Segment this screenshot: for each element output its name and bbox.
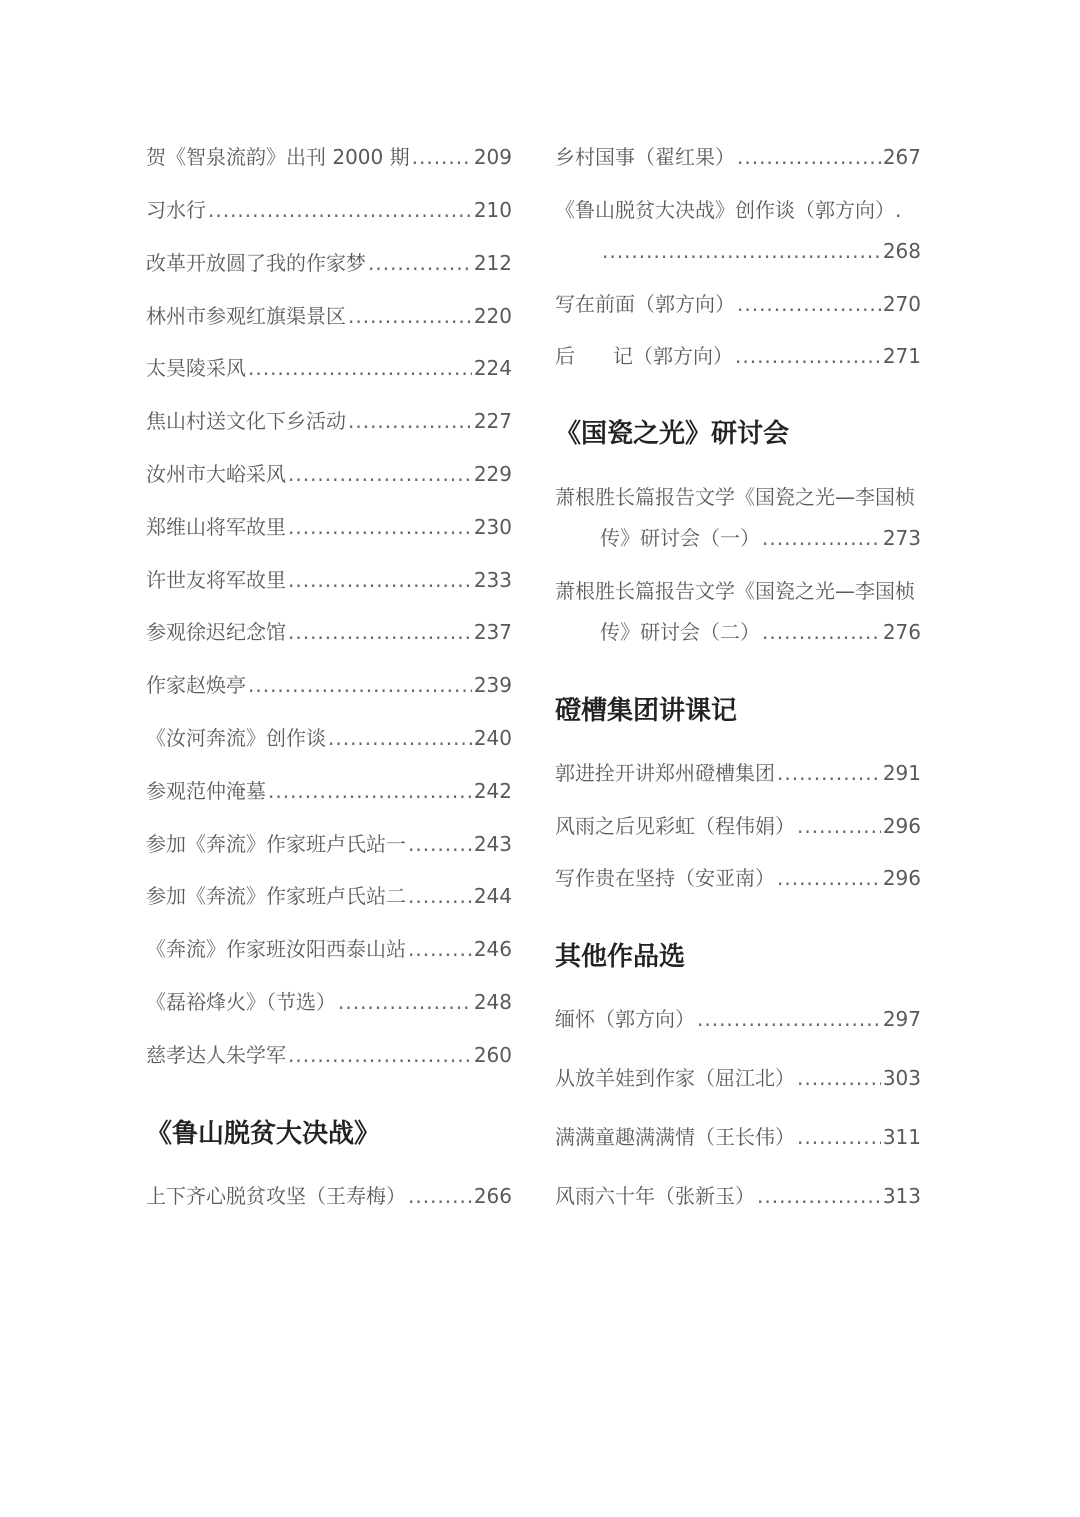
toc-entry[interactable] bbox=[555, 1062, 921, 1094]
toc-entry-title bbox=[555, 340, 733, 372]
section-heading-dengcao: 磴槽集团讲课记 bbox=[555, 696, 738, 726]
toc-entry-page: 276 bbox=[882, 620, 921, 644]
dot-leader bbox=[288, 1039, 472, 1071]
dot-leader bbox=[328, 722, 472, 754]
toc-entry-title: 参观范仲淹墓 bbox=[146, 779, 266, 803]
toc-entry-page: 233 bbox=[473, 568, 512, 592]
toc-entry-title: 习水行 bbox=[146, 198, 206, 222]
toc-entry-title[interactable]: 萧根胜长篇报告文学《国瓷之光—李国桢 bbox=[555, 485, 915, 509]
toc-entry-title: 参加《奔流》作家班卢氏站二 bbox=[146, 884, 406, 908]
toc-entry-title: 传》研讨会（二） bbox=[600, 620, 760, 644]
toc-entry-title: 乡村国事（翟红果） bbox=[555, 145, 735, 169]
toc-entry[interactable] bbox=[146, 564, 512, 596]
dot-leader bbox=[762, 616, 881, 648]
toc-entry-page: 273 bbox=[882, 526, 921, 550]
dot-leader bbox=[762, 522, 881, 554]
toc-entry-title: 风雨六十年（张新玉） bbox=[555, 1184, 755, 1208]
toc-entry-title[interactable]: 《鲁山脱贫大决战》创作谈（郭方向）. bbox=[555, 198, 902, 222]
toc-entry-page: 230 bbox=[473, 515, 512, 539]
toc-entry-page: 266 bbox=[473, 1184, 512, 1208]
dot-leader bbox=[408, 828, 472, 860]
toc-entry[interactable] bbox=[555, 1121, 921, 1153]
toc-entry-title: 郑维山将军故里 bbox=[146, 515, 286, 539]
dot-leader bbox=[697, 1003, 881, 1035]
toc-entry-page: 303 bbox=[882, 1066, 921, 1090]
toc-entry[interactable] bbox=[146, 1180, 512, 1212]
toc-entry-title: 许世友将军故里 bbox=[146, 568, 286, 592]
section-heading-lushan: 《鲁山脱贫大决战》 bbox=[146, 1119, 381, 1149]
toc-entry[interactable] bbox=[555, 810, 921, 842]
toc-entry-continuation[interactable] bbox=[600, 522, 921, 554]
dot-leader bbox=[737, 288, 881, 320]
toc-entry-page: 311 bbox=[882, 1125, 921, 1149]
toc-entry-title: 慈孝达人朱学军 bbox=[146, 1043, 286, 1067]
toc-entry-page: 270 bbox=[882, 292, 921, 316]
toc-entry-page: 246 bbox=[473, 937, 512, 961]
toc-entry-page: 248 bbox=[473, 990, 512, 1014]
toc-entry-title: 从放羊娃到作家（屈江北） bbox=[555, 1066, 795, 1090]
toc-entry-title: 传》研讨会（一） bbox=[600, 526, 760, 550]
toc-entry[interactable] bbox=[555, 340, 921, 372]
dot-leader bbox=[602, 235, 881, 267]
dot-leader bbox=[408, 1180, 472, 1212]
toc-entry-title: 写作贵在坚持（安亚南） bbox=[555, 866, 775, 890]
toc-entry-page: 291 bbox=[882, 761, 921, 785]
toc-entry-title: 汝州市大峪采风 bbox=[146, 462, 286, 486]
toc-entry-page: 260 bbox=[473, 1043, 512, 1067]
dot-leader bbox=[368, 247, 472, 279]
toc-entry-page: 229 bbox=[473, 462, 512, 486]
toc-entry[interactable] bbox=[146, 828, 512, 860]
toc-entry-title: 满满童趣满满情（王长伟） bbox=[555, 1125, 795, 1149]
dot-leader bbox=[735, 340, 881, 372]
toc-entry-continuation[interactable] bbox=[600, 235, 921, 267]
dot-leader bbox=[288, 616, 472, 648]
toc-entry-title: 焦山村送文化下乡活动 bbox=[146, 409, 346, 433]
toc-entry-page: 210 bbox=[473, 198, 512, 222]
dot-leader bbox=[208, 194, 472, 226]
toc-entry-page: 227 bbox=[473, 409, 512, 433]
toc-entry-page: 313 bbox=[882, 1184, 921, 1208]
toc-entry[interactable] bbox=[146, 458, 512, 490]
toc-entry-title: 风雨之后见彩虹（程伟娟） bbox=[555, 814, 795, 838]
toc-entry[interactable] bbox=[146, 194, 512, 226]
toc-entry-page: 237 bbox=[473, 620, 512, 644]
toc-entry[interactable] bbox=[146, 669, 512, 701]
toc-entry-page: 271 bbox=[882, 344, 921, 368]
toc-entry-page: 267 bbox=[882, 145, 921, 169]
toc-entry-title: 写在前面（郭方向） bbox=[555, 292, 735, 316]
toc-entry-continuation[interactable] bbox=[600, 616, 921, 648]
toc-entry-title: 《汝河奔流》创作谈 bbox=[146, 726, 326, 750]
toc-entry-title: 上下齐心脱贫攻坚（王寿梅） bbox=[146, 1184, 406, 1208]
toc-entry-title: 郭进拴开讲郑州磴槽集团 bbox=[555, 761, 775, 785]
toc-entry[interactable] bbox=[146, 352, 512, 384]
toc-entry-title: 作家赵焕亭 bbox=[146, 673, 246, 697]
dot-leader bbox=[408, 880, 472, 912]
toc-entry-page: 243 bbox=[473, 832, 512, 856]
toc-entry-title-part: 记（郭方向） bbox=[613, 344, 733, 368]
toc-entry[interactable] bbox=[555, 862, 921, 894]
dot-leader bbox=[797, 1121, 881, 1153]
toc-entry[interactable] bbox=[555, 1180, 921, 1212]
dot-leader bbox=[408, 933, 472, 965]
dot-leader bbox=[777, 757, 881, 789]
toc-entry-title-part: 后 bbox=[555, 344, 575, 368]
dot-leader bbox=[268, 775, 472, 807]
toc-entry[interactable] bbox=[146, 616, 512, 648]
toc-entry[interactable] bbox=[555, 141, 921, 173]
toc-entry-page: 242 bbox=[473, 779, 512, 803]
toc-entry[interactable] bbox=[555, 757, 921, 789]
toc-entry[interactable] bbox=[555, 288, 921, 320]
toc-entry[interactable] bbox=[146, 511, 512, 543]
toc-entry-title: 《奔流》作家班汝阳西泰山站 bbox=[146, 937, 406, 961]
toc-entry[interactable] bbox=[146, 933, 512, 965]
dot-leader bbox=[797, 810, 881, 842]
toc-entry-page: 297 bbox=[882, 1007, 921, 1031]
toc-entry-page: 239 bbox=[473, 673, 512, 697]
dot-leader bbox=[348, 300, 472, 332]
section-heading-other: 其他作品选 bbox=[555, 942, 686, 972]
toc-entry[interactable] bbox=[146, 247, 512, 279]
toc-entry-title: 改革开放圆了我的作家梦 bbox=[146, 251, 366, 275]
toc-entry-page: 240 bbox=[473, 726, 512, 750]
toc-entry-page: 209 bbox=[473, 145, 512, 169]
toc-entry[interactable] bbox=[146, 300, 512, 332]
dot-leader bbox=[757, 1180, 881, 1212]
dot-leader bbox=[288, 564, 472, 596]
toc-entry-title: 《磊裕烽火》（节选） bbox=[146, 990, 336, 1014]
toc-entry-page: 224 bbox=[473, 356, 512, 380]
dot-leader bbox=[288, 458, 472, 490]
dot-leader bbox=[348, 405, 472, 437]
toc-entry-page: 212 bbox=[473, 251, 512, 275]
dot-leader bbox=[777, 862, 881, 894]
toc-entry-title: 太昊陵采风 bbox=[146, 356, 246, 380]
dot-leader bbox=[338, 986, 472, 1018]
toc-entry-page: 296 bbox=[882, 866, 921, 890]
toc-entry[interactable] bbox=[146, 1039, 512, 1071]
toc-entry-page: 268 bbox=[882, 239, 921, 263]
dot-leader bbox=[248, 669, 472, 701]
dot-leader bbox=[412, 141, 472, 173]
toc-entry[interactable] bbox=[146, 141, 512, 173]
toc-entry-title: 缅怀（郭方向） bbox=[555, 1007, 695, 1031]
toc-entry[interactable] bbox=[146, 880, 512, 912]
toc-entry[interactable] bbox=[146, 775, 512, 807]
toc-entry[interactable] bbox=[146, 986, 512, 1018]
toc-entry[interactable] bbox=[146, 722, 512, 754]
toc-entry[interactable] bbox=[146, 405, 512, 437]
toc-entry-page: 296 bbox=[882, 814, 921, 838]
section-heading-guoci: 《国瓷之光》研讨会 bbox=[555, 419, 790, 449]
toc-entry-title: 参加《奔流》作家班卢氏站一 bbox=[146, 832, 406, 856]
toc-entry-title[interactable]: 萧根胜长篇报告文学《国瓷之光—李国桢 bbox=[555, 579, 915, 603]
dot-leader bbox=[737, 141, 881, 173]
toc-entry[interactable] bbox=[555, 1003, 921, 1035]
dot-leader bbox=[797, 1062, 881, 1094]
dot-leader bbox=[248, 352, 472, 384]
toc-entry-page: 220 bbox=[473, 304, 512, 328]
toc-entry-title: 贺《智泉流韵》出刊 2000 期 bbox=[146, 145, 410, 169]
toc-entry-page: 244 bbox=[473, 884, 512, 908]
toc-entry-title: 林州市参观红旗渠景区 bbox=[146, 304, 346, 328]
toc-entry-title: 参观徐迟纪念馆 bbox=[146, 620, 286, 644]
dot-leader bbox=[288, 511, 472, 543]
